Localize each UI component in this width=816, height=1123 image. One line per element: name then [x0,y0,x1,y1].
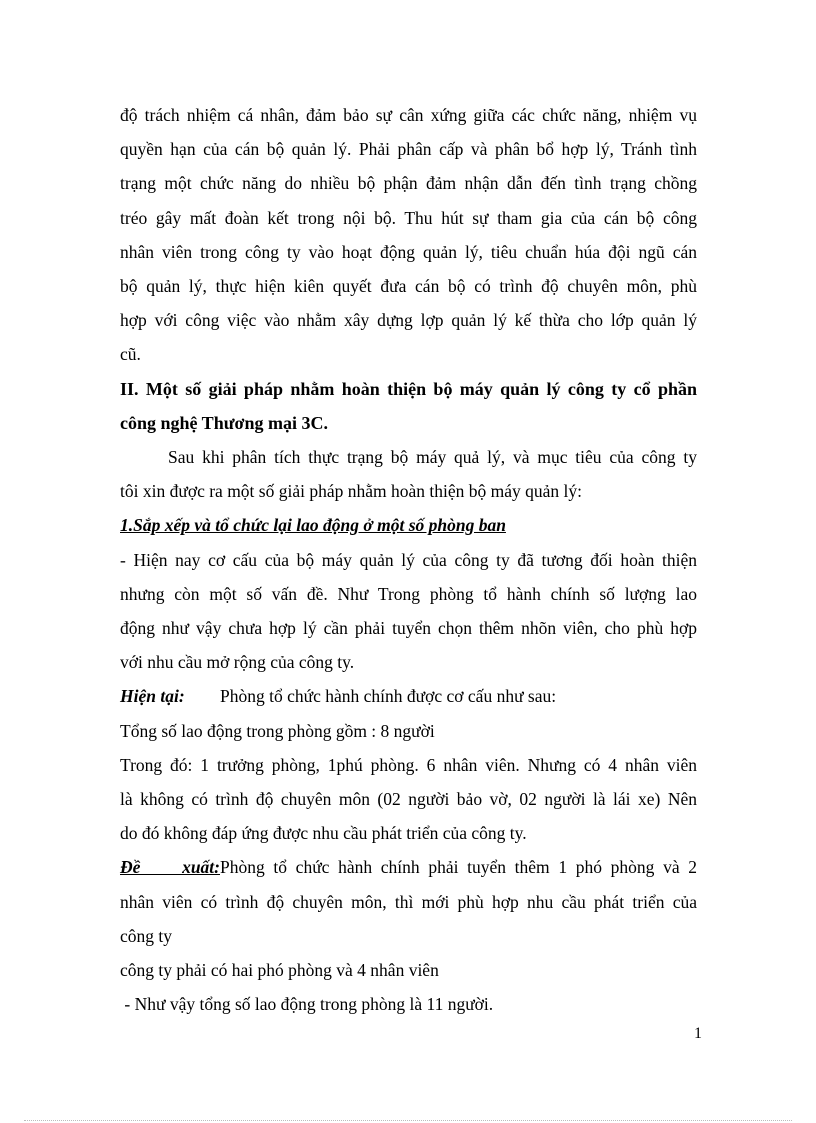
para-line: với nhu cầu mở rộng của công ty. [120,652,355,673]
proposal-line: - Như vậy tổng số lao động trong phòng là 11 người. [120,994,494,1015]
intro-line2: tôi xin được ra một số giải pháp nhằm hoàn thiện bộ máy quản lý: [120,481,582,502]
page-footer-divider [24,1120,792,1121]
para-line: động như vậy chưa hợp lý cần phải tuyển chọn thêm nhõn viên, cho phù hợp [120,618,697,639]
body-line: tréo gây mất đoàn kết trong nội bộ. Thu hút sự tham gia của cán bộ công [120,207,697,228]
current-label: Hiện tại: [120,686,185,707]
proposal-text: Phòng tổ chức hành chính phải tuyển thêm 1 phó phòng và 2 [220,857,697,878]
current-text: Phòng tổ chức hành chính được cơ cấu như sau: [220,686,557,707]
proposal-label: Đề xuất: [120,857,220,878]
section-heading-line2: công nghệ Thương mại 3C. [120,412,328,433]
body-line: độ trách nhiệm cá nhân, đảm bảo sự cân xứng giữa các chức năng, nhiệm vụ [120,105,697,125]
section-heading-line1: II. Một số giải pháp nhằm hoàn thiện bộ máy quản lý công ty cổ phần [120,378,697,399]
body-line: trạng một chức năng do nhiều bộ phận đảm nhận dẫn đến tình trạng chồng [120,173,697,194]
detail-line: là không có trình độ chuyên môn (02 người bảo vờ, 02 người là lái xe) Nên [120,789,697,810]
body-line: bộ quản lý, thực hiện kiên quyết đưa cán bộ có trình độ chuyên môn, phù [120,276,697,297]
proposal-line [120,850,697,884]
body-line: hợp với công việc vào nhằm xây dựng lợp quản lý kế thừa cho lớp quản lý [120,310,697,331]
total-line: Tổng số lao động trong phòng gồm : 8 người [120,720,435,741]
intro-line1: Sau khi phân tích thực trạng bộ máy quả lý, và mục tiêu của công ty [168,447,697,468]
document-body [120,98,697,1021]
detail-line: do đó không đáp ứng được nhu cầu phát triển của công ty. [120,823,527,844]
proposal-line: nhân viên có trình độ chuyên môn, thì mới phù hợp nhu cầu phát triển của [120,891,697,912]
body-line: cũ. [120,344,141,365]
subheading: 1.Sắp xếp và tổ chức lại lao động ở một số phòng ban [120,515,506,536]
body-line: nhân viên trong công ty vào hoạt động quản lý, tiêu chuẩn húa đội ngũ cán [120,241,697,262]
proposal-line: công ty [120,925,173,946]
para-line: - Hiện nay cơ cấu của bộ máy quản lý của công ty đã tương đối hoàn thiện [120,549,697,570]
body-line: quyền hạn của cán bộ quản lý. Phải phân cấp và phân bổ hợp lý, Tránh tình [120,139,697,160]
detail-line: Trong đó: 1 trưởng phòng, 1phú phòng. 6 nhân viên. Nhưng có 4 nhân viên [120,754,697,775]
current-state-line [120,679,697,713]
proposal-line: công ty phải có hai phó phòng và 4 nhân viên [120,960,439,981]
para-line: nhưng còn một số vấn đề. Như Trong phòng tổ hành chính số lượng lao [120,583,697,604]
page-number: 1 [694,1025,702,1042]
